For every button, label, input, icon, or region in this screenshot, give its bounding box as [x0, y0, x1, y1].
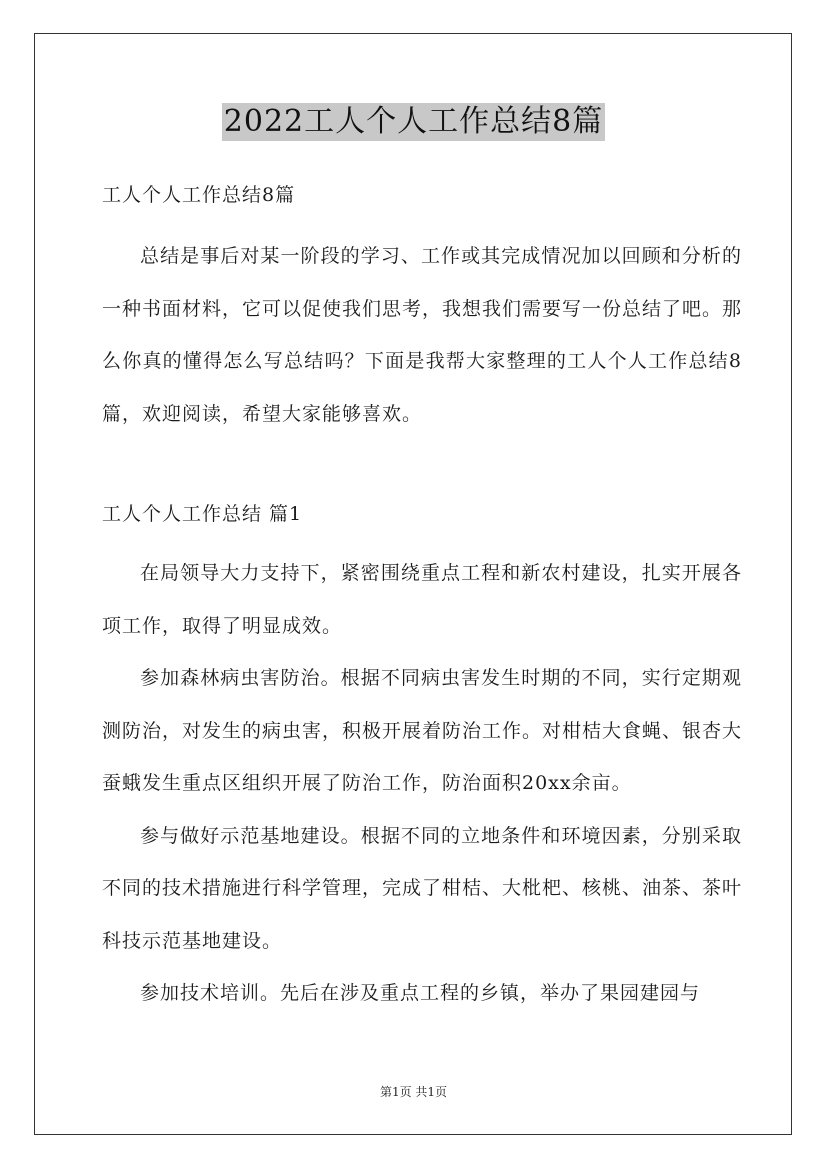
section-paragraph: 在局领导大力支持下，紧密围绕重点工程和新农村建设，扎实开展各项工作，取得了明显成效。: [102, 562, 742, 637]
document-subtitle: 工人个人工作总结8篇: [102, 184, 296, 206]
section-paragraph: 参加技术培训。先后在涉及重点工程的乡镇，举办了果园建园与: [140, 982, 701, 1004]
intro-paragraph: 总结是事后对某一阶段的学习、工作或其完成情况加以回顾和分析的一种书面材料，它可以促使我们思考，我想我们需要写一份总结了吧。那么你真的懂得怎么写总结吗？下面是我帮大家整理的工人个人工作总结8篇，欢迎阅读，希望大家能够喜欢。: [102, 245, 743, 425]
document-title: 2022工人个人工作总结8篇: [223, 104, 604, 139]
document-body: [102, 178, 742, 1020]
title-container: [0, 103, 827, 141]
section-paragraph: 参加森林病虫害防治。根据不同病虫害发生时期的不同，实行定期观测防治，对发生的病虫害，积极开展着防治工作。对柑桔大食蝇、银杏大蚕蛾发生重点区组织开展了防治工作，防治面积20xx余亩。: [102, 667, 743, 794]
page-footer: 第1页 共1页: [379, 1085, 448, 1099]
section-heading: 工人个人工作总结 篇1: [102, 503, 303, 525]
section-paragraph: 参与做好示范基地建设。根据不同的立地条件和环境因素，分别采取不同的技术措施进行科学管理，完成了柑桔、大枇杷、核桃、油茶、茶叶科技示范基地建设。: [102, 824, 743, 952]
